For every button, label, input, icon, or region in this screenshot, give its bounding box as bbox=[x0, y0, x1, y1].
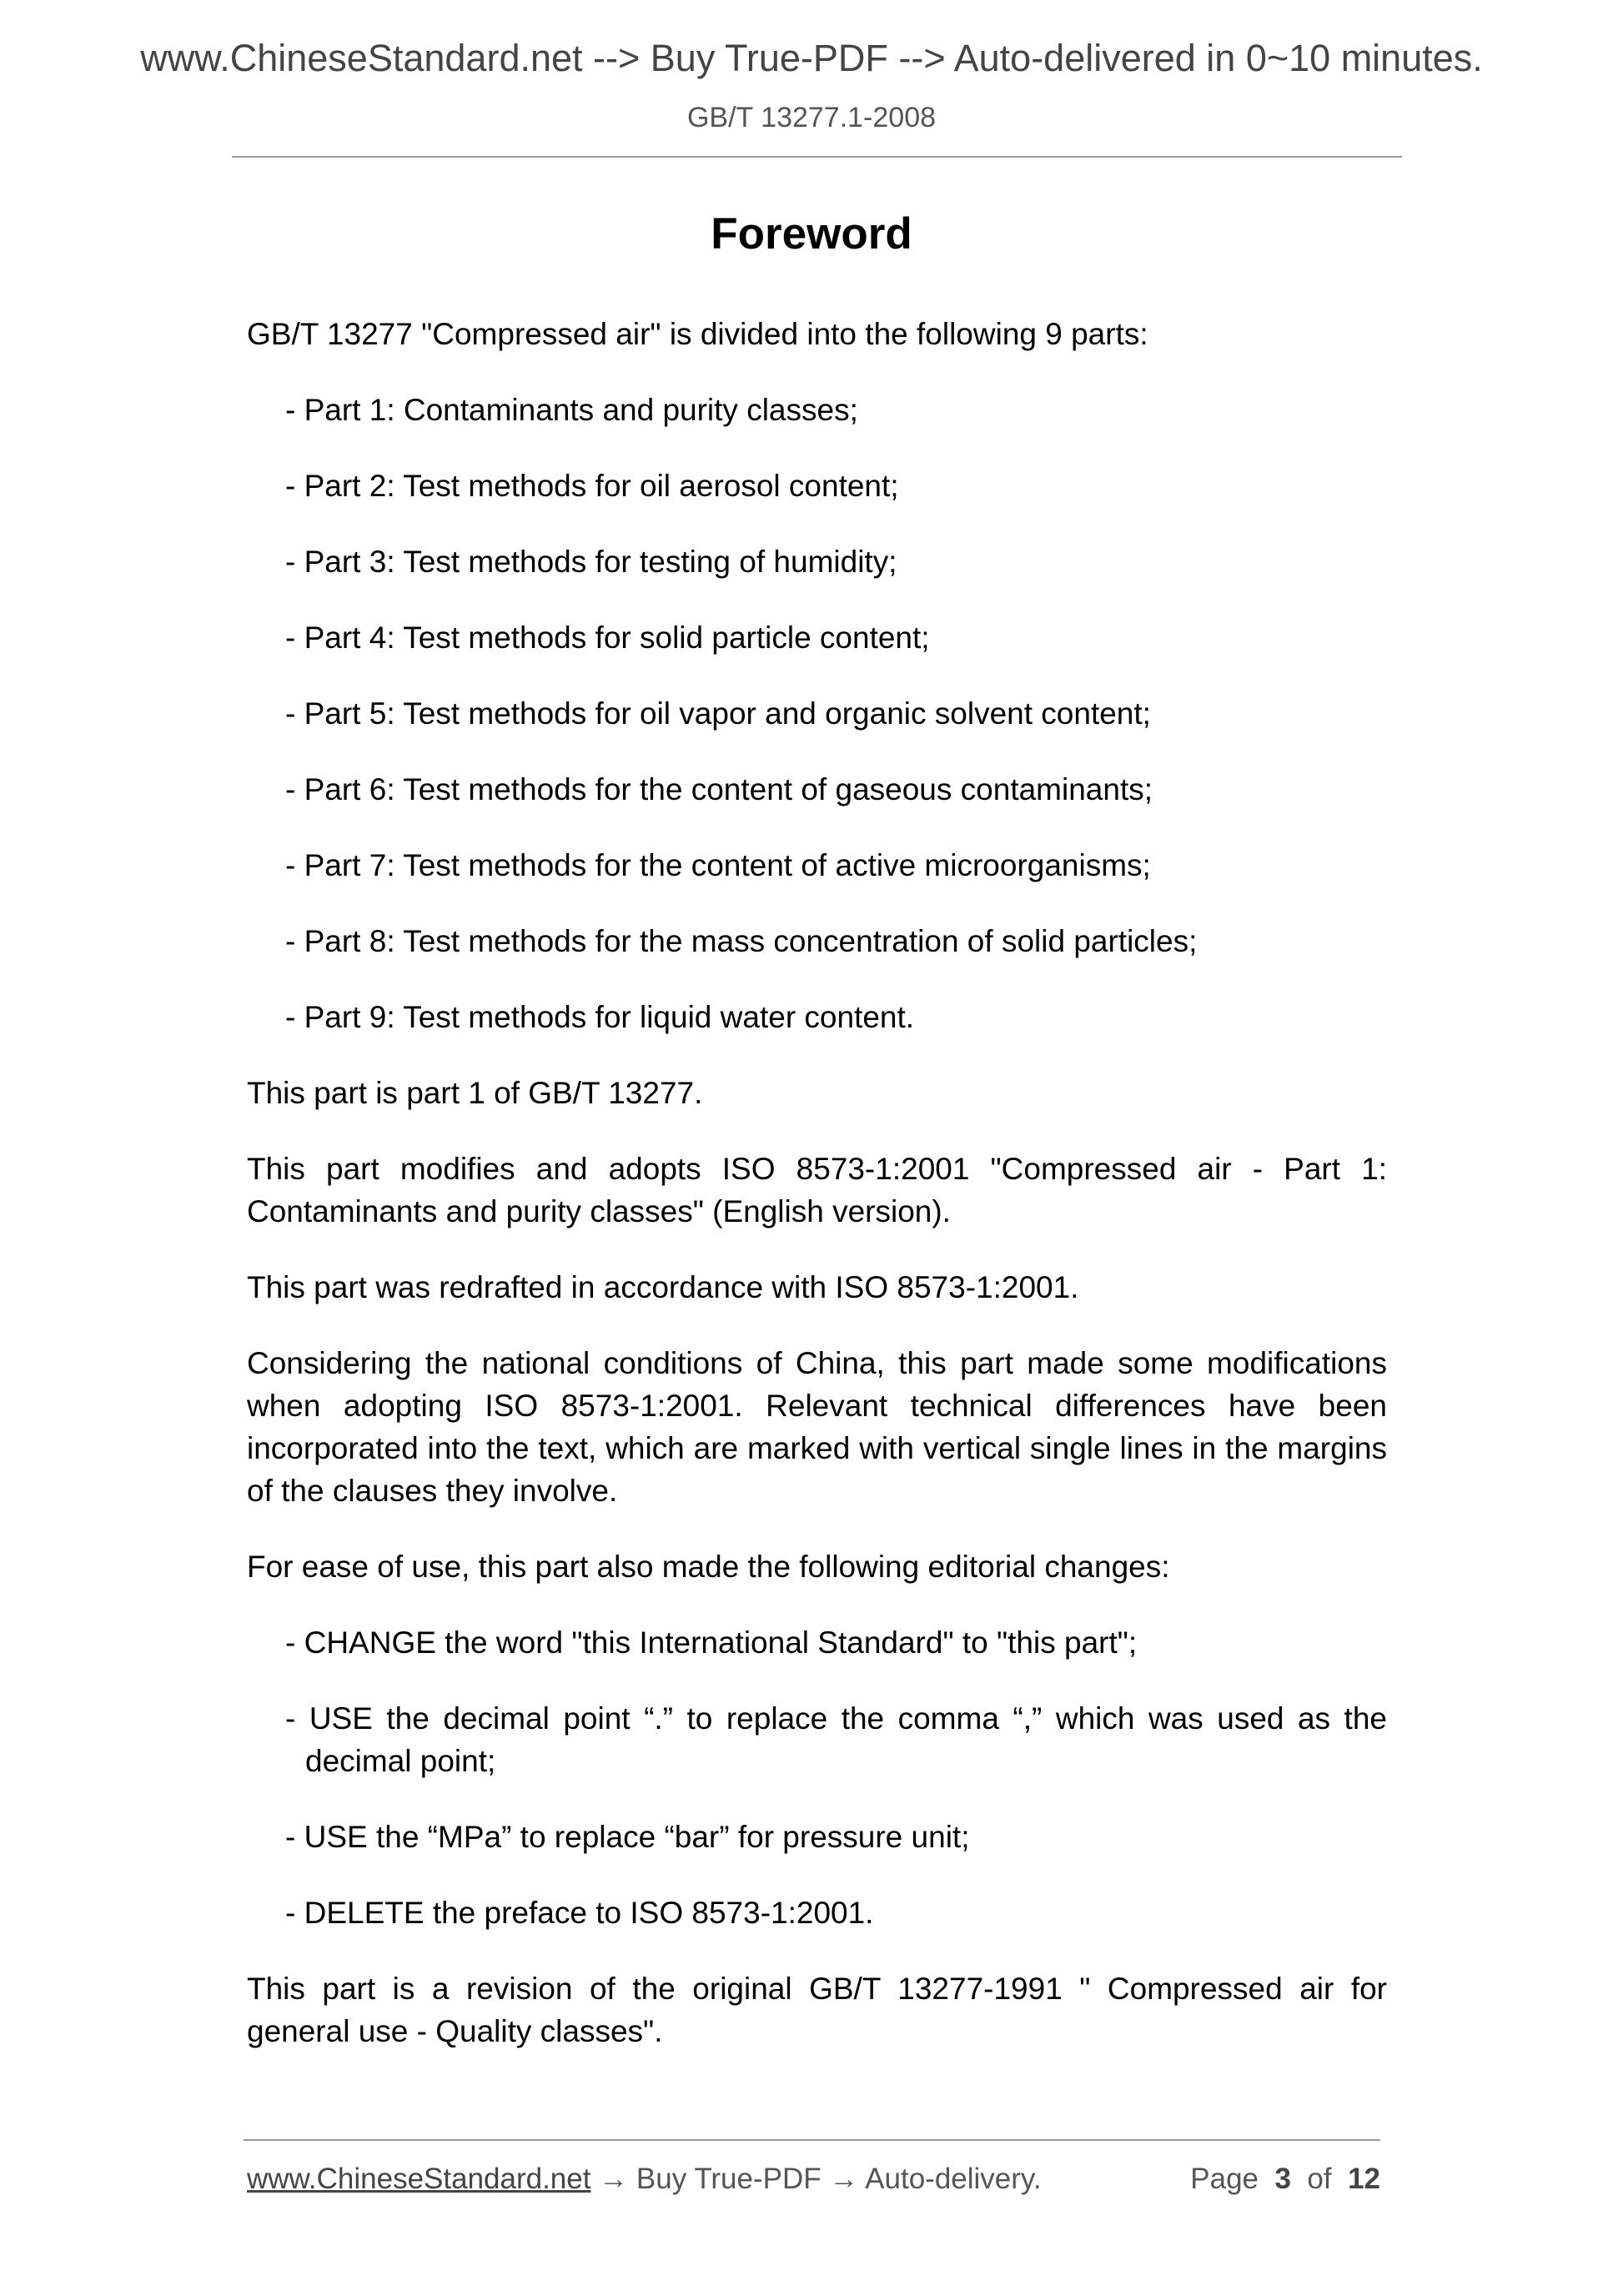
page-indicator bbox=[1190, 2163, 1380, 2196]
paragraph: This part modifies and adopts ISO 8573-1:2001 "Compressed air - Part 1: Contaminants and purity classes" (English version). bbox=[247, 1152, 1387, 1228]
list-item: - Part 2: Test methods for oil aerosol content; bbox=[285, 469, 899, 503]
paragraph: GB/T 13277 "Compressed air" is divided into the following 9 parts: bbox=[247, 317, 1148, 351]
list-item: - USE the decimal point “.” to replace the comma “,” which was used as the decimal point; bbox=[285, 1701, 1387, 1778]
document-body bbox=[247, 313, 1387, 2086]
paragraph: Considering the national conditions of China, this part made some modifications when adopting ISO 8573-1:2001. Relevant technical differences have been incorporated into the text, which are marked with vertical single lines in the margins of the clauses they involve. bbox=[247, 1346, 1387, 1508]
header-divider bbox=[232, 156, 1402, 158]
footer-text bbox=[247, 2163, 1042, 2196]
list-item: - Part 8: Test methods for the mass concentration of solid particles; bbox=[285, 924, 1198, 958]
list-item: - Part 3: Test methods for testing of humidity; bbox=[285, 545, 897, 579]
page-number: 3 bbox=[1274, 2163, 1291, 2195]
of-label: of bbox=[1307, 2163, 1332, 2195]
list-item: - Part 1: Contaminants and purity classes; bbox=[285, 393, 858, 427]
header-banner: www.ChineseStandard.net --> Buy True-PDF --> Auto-delivered in 0~10 minutes. bbox=[140, 37, 1483, 79]
list-item: - USE the “MPa” to replace “bar” for pressure unit; bbox=[285, 1820, 970, 1854]
list-item: - Part 6: Test methods for the content of gaseous contaminants; bbox=[285, 772, 1153, 806]
list-item: - Part 9: Test methods for liquid water content. bbox=[285, 1000, 915, 1034]
list-item: - Part 4: Test methods for solid particle content; bbox=[285, 620, 930, 655]
list-item: - DELETE the preface to ISO 8573-1:2001. bbox=[285, 1896, 874, 1930]
page-title: Foreword bbox=[711, 209, 912, 259]
list-item: - Part 7: Test methods for the content of active microorganisms; bbox=[285, 848, 1151, 882]
footer-divider bbox=[244, 2139, 1380, 2141]
paragraph: This part is a revision of the original GB/T 13277-1991 " Compressed air for general use - Quality classes". bbox=[247, 1972, 1387, 2048]
list-item: - Part 5: Test methods for oil vapor and organic solvent content; bbox=[285, 696, 1151, 731]
document-id: GB/T 13277.1-2008 bbox=[686, 102, 937, 133]
paragraph: This part is part 1 of GB/T 13277. bbox=[247, 1076, 703, 1110]
footer-tagline: → Buy True-PDF → Auto-delivery. bbox=[590, 2163, 1042, 2195]
website-link[interactable]: www.ChineseStandard.net bbox=[247, 2163, 591, 2195]
paragraph: For ease of use, this part also made the following editorial changes: bbox=[247, 1550, 1170, 1584]
page-total: 12 bbox=[1348, 2163, 1380, 2195]
footer bbox=[247, 2163, 1380, 2196]
paragraph: This part was redrafted in accordance with ISO 8573-1:2001. bbox=[247, 1270, 1079, 1304]
list-item: - CHANGE the word "this International Standard" to "this part"; bbox=[285, 1625, 1138, 1660]
page-label: Page bbox=[1190, 2163, 1259, 2195]
